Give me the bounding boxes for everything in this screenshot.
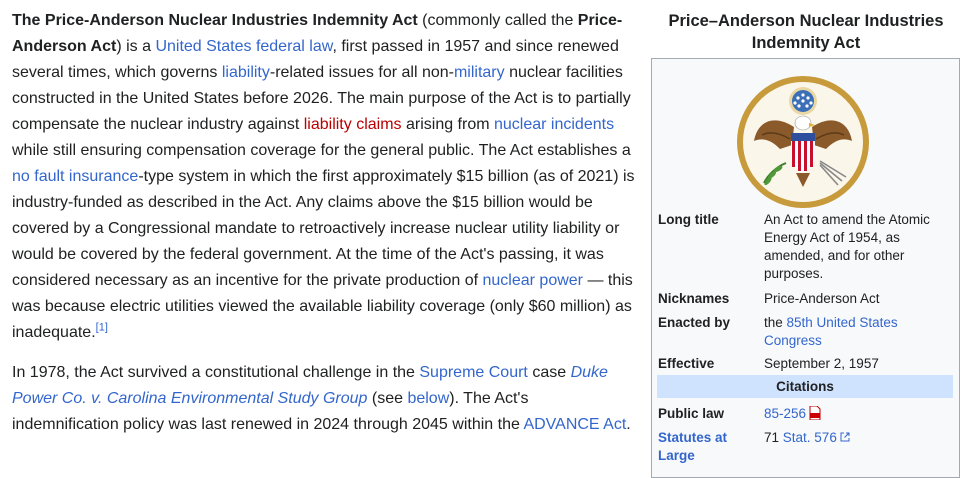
link-duke-power-case[interactable]: Duke Power Co. v. Carolina Environmental Study Group — [12, 364, 608, 407]
link-liability[interactable]: liability — [221, 64, 270, 81]
article-body — [12, 8, 637, 452]
paragraph-court — [12, 360, 637, 438]
link-85th-congress[interactable]: 85th United States Congress — [764, 315, 898, 348]
link-stat-576[interactable]: Stat. 576 — [782, 430, 837, 445]
label-enacted-by: Enacted by — [658, 315, 731, 330]
link-no-fault-insurance[interactable]: no fault insurance — [12, 168, 139, 185]
label-effective: Effective — [658, 356, 715, 371]
text: — this was because electric utilities viewed the available liability coverage (only $60 million) as inadequate. — [12, 272, 633, 341]
text: case — [527, 364, 571, 381]
section-citations: Citations — [657, 375, 953, 398]
text: . — [626, 416, 631, 433]
link-us-federal-law[interactable]: United States federal law — [155, 38, 333, 55]
infobox — [651, 58, 960, 478]
text: In 1978, the Act survived a constitutional challenge in the — [12, 364, 420, 381]
value-statutes — [764, 429, 952, 447]
great-seal-icon[interactable] — [736, 75, 870, 209]
text: the — [764, 315, 787, 330]
pdf-icon — [809, 406, 821, 420]
value-long-title: An Act to amend the Atomic Energy Act of 1954, as amended, and for other purposes. — [764, 212, 930, 281]
text: arising from — [401, 116, 494, 133]
text: (see — [367, 390, 408, 407]
infobox-title: Price–Anderson Nuclear Industries Indemnity Act — [668, 12, 944, 52]
label-public-law: Public law — [658, 406, 725, 421]
text: (commonly called the — [417, 12, 578, 29]
value-public-law — [764, 405, 952, 423]
text: nuclear facilities constructed in the United States before 2026. The main purpose of the Act is to partially compensate the nuclear industry against — [12, 64, 631, 133]
link-liability-claims[interactable]: liability claims — [303, 116, 402, 133]
value-effective: September 2, 1957 — [764, 356, 879, 371]
text: 71 — [764, 430, 783, 445]
link-supreme-court[interactable]: Supreme Court — [419, 364, 528, 381]
text: , first passed in 1957 and since renewed several times, which governs — [12, 38, 619, 81]
link-advance-act[interactable]: ADVANCE Act — [523, 416, 627, 433]
text: -type system in which the first approximately $15 billion (as of 2021) is industry-funded as described in the Act. Any claims above the $15 billion would be covered by a Congressional mandate to retroactively increase nuclear utility liability or would be covered by the federal government. At the time of the Act's passing, it was considered necessary as an incentive for the private production of — [12, 168, 635, 289]
text: ) is a — [116, 38, 156, 55]
link-military[interactable]: military — [453, 64, 505, 81]
link-below[interactable]: below — [407, 390, 450, 407]
value-enacted-by — [764, 314, 952, 350]
bold-short-title: Price-Anderson Act — [12, 12, 623, 55]
reference-1[interactable]: [1] — [95, 321, 108, 334]
external-link-icon — [840, 432, 850, 442]
link-nuclear-power[interactable]: nuclear power — [482, 272, 583, 289]
bold-title: The Price-Anderson Nuclear Industries Indemnity Act — [12, 12, 418, 29]
text: ). The Act's indemnification policy was last renewed in 2024 through 2045 within the — [12, 390, 529, 433]
label-nicknames: Nicknames — [658, 291, 730, 306]
link-nuclear-incidents[interactable]: nuclear incidents — [494, 116, 615, 133]
paragraph-intro — [12, 8, 637, 346]
value-nicknames: Price-Anderson Act — [764, 291, 880, 306]
label-long-title: Long title — [658, 212, 719, 227]
text: -related issues for all non- — [269, 64, 454, 81]
text: while still ensuring compensation coverage for the general public. The Act establishes a — [12, 142, 631, 159]
label-statutes-at-large[interactable]: Statutes at Large — [658, 430, 728, 463]
link-public-law[interactable]: 85-256 — [764, 406, 807, 421]
